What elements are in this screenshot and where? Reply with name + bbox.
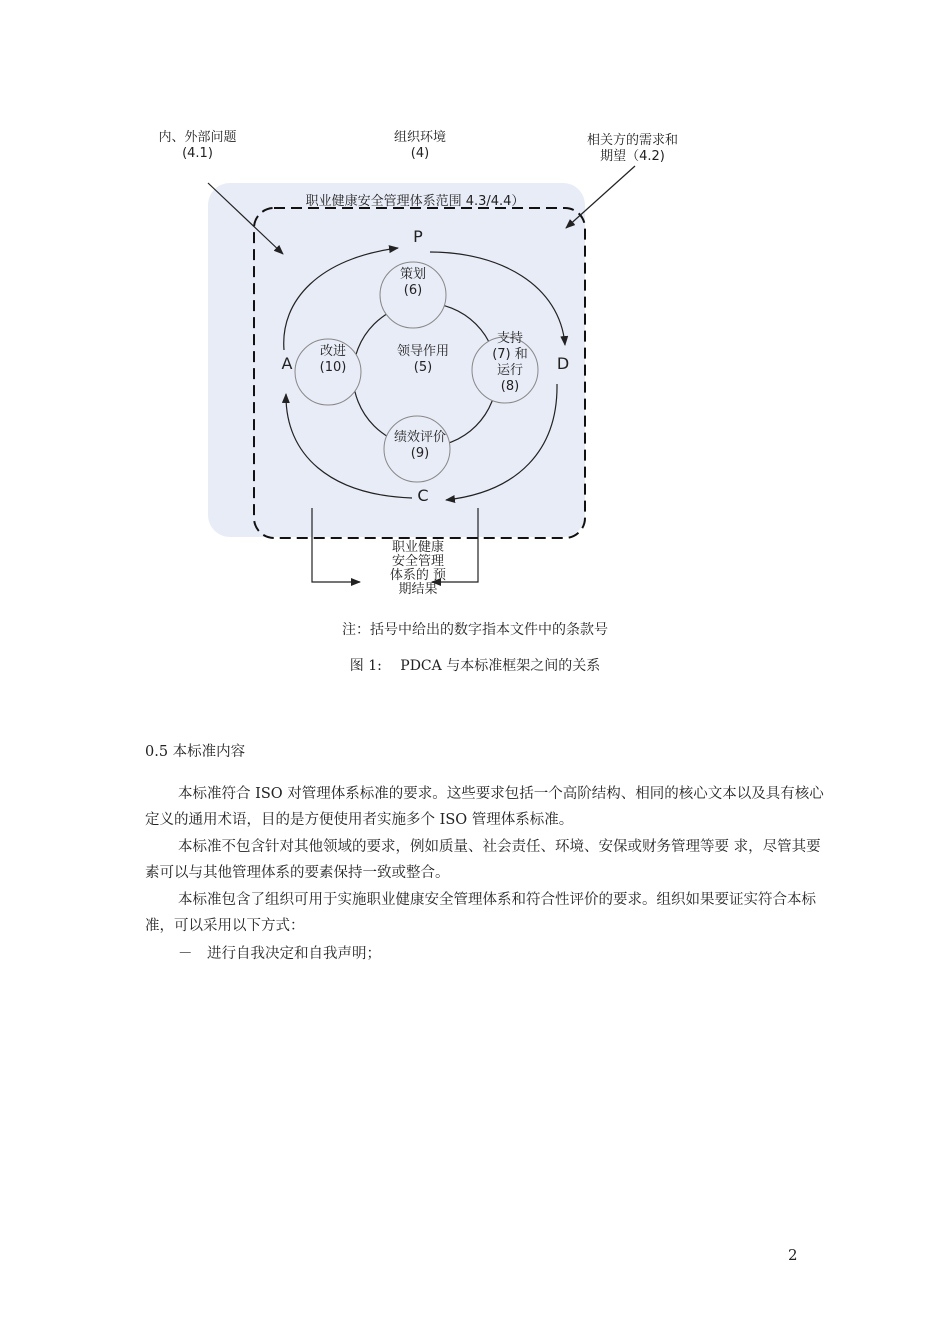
improvement-label: 改进 (10) — [319, 344, 347, 375]
planning-label: 策划 (6) — [399, 267, 426, 298]
page-number: 2 — [788, 1246, 798, 1264]
paragraph-3: 本标准包含了组织可用于实施职业健康安全管理体系和符合性评价的要求。组织如果要证实符合本标准，可以采用以下方式： — [145, 892, 816, 934]
bullet-item: － 进行自我决定和自我声明； — [178, 946, 381, 962]
section-heading: 0.5 本标准内容 — [145, 744, 246, 760]
scope-label: 职业健康安全管理体系范围 4.3/4.4） — [305, 194, 525, 209]
letter-d: D — [556, 354, 570, 373]
leadership-label: 领导作用 (5) — [396, 344, 449, 375]
context-label: 组织环境 (4) — [393, 130, 446, 161]
figure-caption: 图 1: PDCA 与本标准框架之间的关系 — [349, 658, 601, 674]
pdca-diagram — [0, 0, 950, 620]
evaluation-label: 绩效评价 (9) — [393, 430, 446, 461]
paragraph-2: 本标准不包含针对其他领域的要求，例如质量、社会责任、环境、安保或财务管理等要 求，尽管其要素可以与其他管理体系的要素保持一致或整合。 — [145, 839, 821, 881]
letter-c: C — [417, 486, 429, 505]
support-operation-label: 支持 (7) 和 运行 (8) — [492, 331, 528, 394]
outcome-label: 职业健康 安全管理 体系的 预 期结果 — [389, 540, 447, 597]
figure-note: 注：括号中给出的数字指本文件中的条款号 — [342, 622, 608, 638]
paragraph-1: 本标准符合 ISO 对管理体系标准的要求。这些要求包括一个高阶结构、相同的核心文本以及具有核心定义的通用术语，目的是方便使用者实施多个 ISO 管理体系标准。 — [145, 786, 824, 828]
external-issues-label: 内、外部问题 (4.1) — [158, 130, 237, 161]
interested-parties-label: 相关方的需求和 期望（4.2) — [586, 133, 678, 164]
letter-p: P — [413, 227, 423, 246]
letter-a: A — [281, 354, 293, 373]
